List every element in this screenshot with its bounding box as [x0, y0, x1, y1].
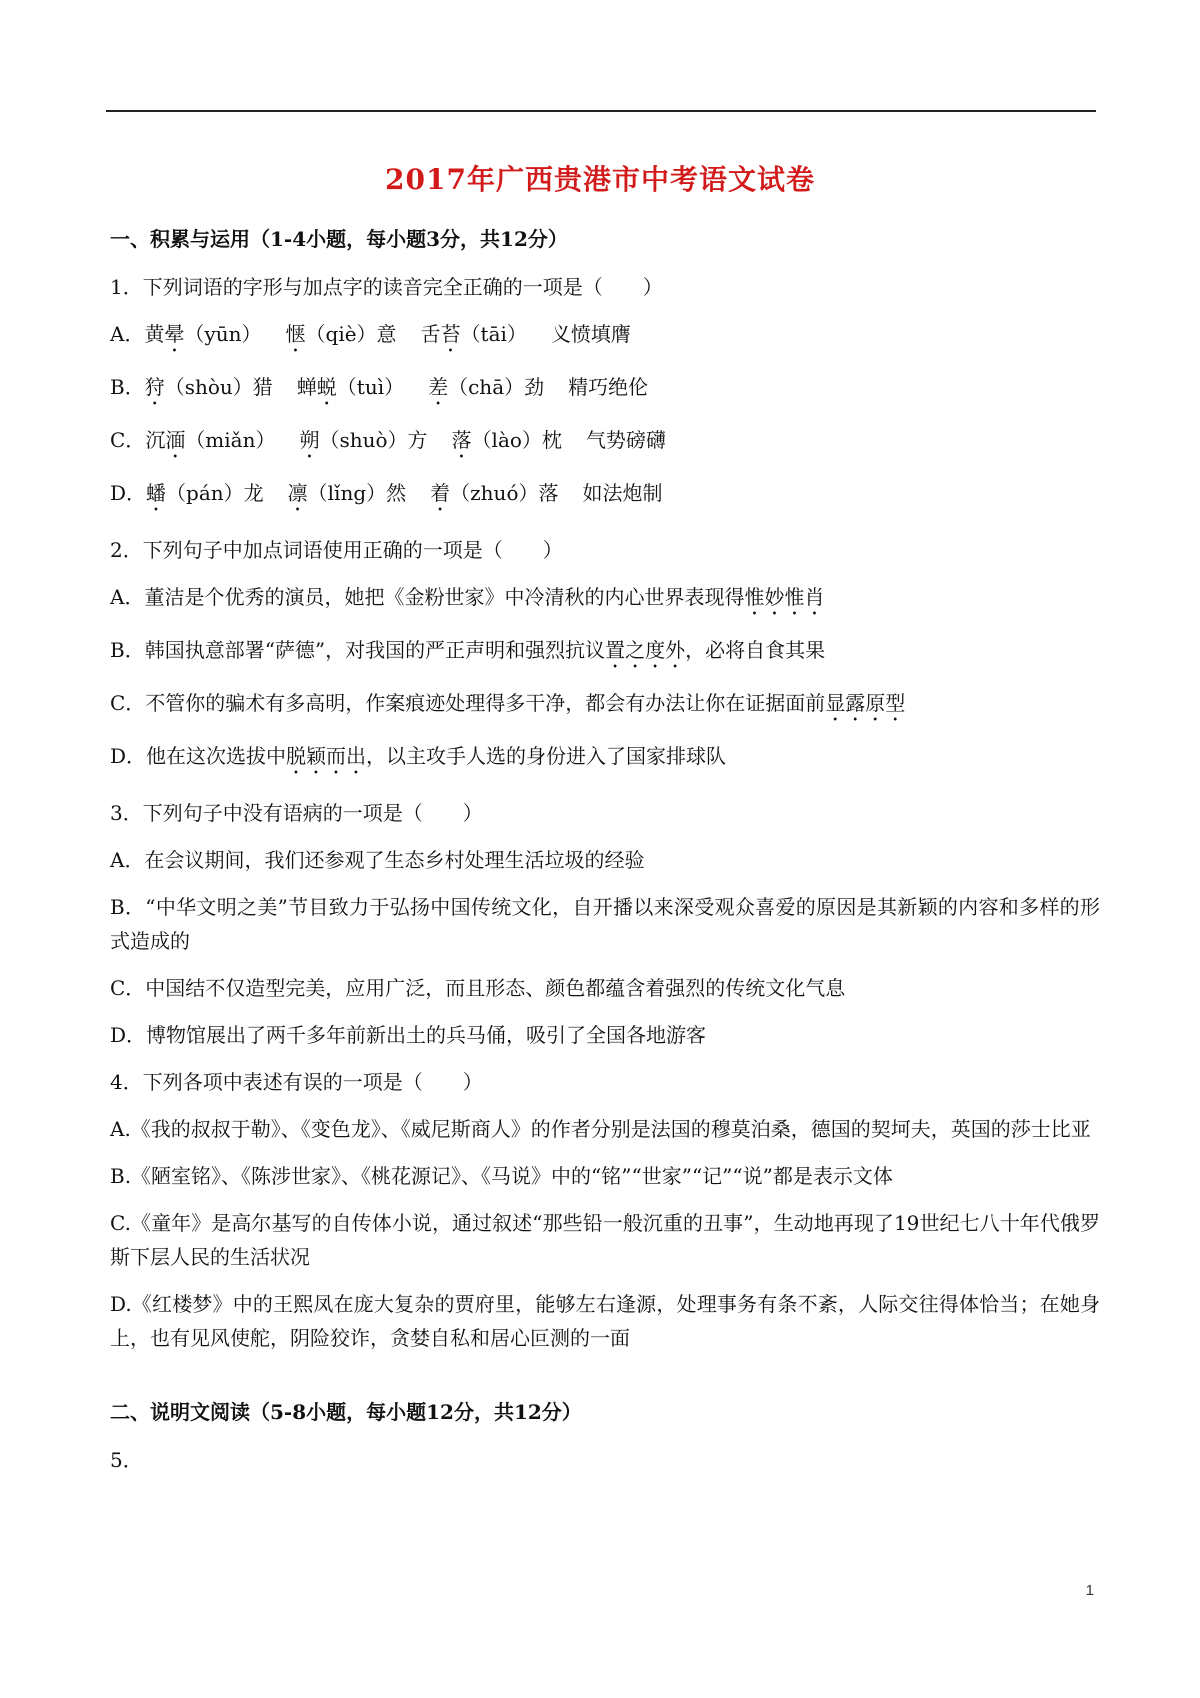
question-1-option [110, 423, 1100, 463]
question-3-option-b: B．“中华文明之美”节目致力于弘扬中国传统文化，自开播以来深受观众喜爱的原因是其新颖的内容和多样的形式造成的 [110, 895, 1100, 953]
dotted-character: 狩 [144, 375, 165, 399]
dotted-phrase: 显露原型 [825, 691, 906, 715]
question-5-stem: 5． [110, 1448, 143, 1472]
word-item [421, 317, 527, 357]
sentence-text: B．韩国执意部署“萨德”，对我国的严正声明和强烈抗议 [110, 638, 606, 662]
dotted-character: 差 [428, 375, 449, 399]
sentence-text: C．不管你的骗术有多高明，作案痕迹处理得多干净，都会有办法让你在证据面前 [110, 691, 826, 715]
dotted-character: 凛 [287, 481, 308, 505]
sentence-text: D．他在这次选拔中 [110, 744, 287, 768]
pinyin-text: （yūn） [184, 322, 262, 346]
dotted-character: 晕 [164, 322, 185, 346]
word-text: 气势磅礴 [585, 428, 666, 452]
header-rule [106, 110, 1096, 112]
pinyin-text: （shòu）猎 [164, 375, 273, 399]
pinyin-text: （lào）枕 [471, 428, 562, 452]
question-1-option [110, 370, 1100, 410]
question-3-option-c: C．中国结不仅造型完美，应用广泛，而且形态、颜色都蕴含着强烈的传统文化气息 [110, 976, 846, 1000]
word-item [568, 370, 648, 404]
word-item [288, 476, 406, 516]
word-text: 黄 [144, 322, 165, 346]
question-3-option-a: A．在会议期间，我们还参观了生态乡村处理生活垃圾的经验 [110, 848, 645, 872]
word-text: 蝉 [296, 375, 317, 399]
question-2-option [110, 580, 1100, 620]
word-item [146, 476, 264, 516]
option-label: C． [110, 428, 146, 452]
exam-content [110, 222, 1100, 1490]
word-item [430, 476, 558, 516]
question-4-option-b: B.《陋室铭》、《陈涉世家》、《桃花源记》、《马说》中的“铭”“世家”“记”“说”都是表示文体 [110, 1164, 893, 1188]
pinyin-text: （miǎn） [185, 428, 276, 452]
question-2-stem: 2．下列句子中加点词语使用正确的一项是（ ） [110, 538, 563, 562]
sentence-text: ，必将自食其果 [685, 638, 826, 662]
pinyin-text: （qiè）意 [305, 322, 397, 346]
word-text: 义愤填膺 [550, 322, 631, 346]
pinyin-text: （tāi） [460, 322, 527, 346]
word-item [428, 370, 544, 410]
dotted-character: 惬 [285, 322, 306, 346]
pinyin-text: （tuì） [336, 375, 405, 399]
word-text: 舌 [420, 322, 441, 346]
question-4-option-a: A.《我的叔叔于勒》、《变色龙》、《威尼斯商人》的作者分别是法国的穆莫泊桑，德国的契坷夫，英国的莎士比亚 [110, 1117, 1091, 1141]
question-4-option-c: C.《童年》是高尔基写的自传体小说，通过叙述“那些铅一般沉重的丑事”，生动地再现了19世纪七八十年代俄罗斯下层人民的生活状况 [110, 1211, 1100, 1269]
word-text: 如法炮制 [582, 481, 663, 505]
pinyin-text: （shuò）方 [319, 428, 428, 452]
question-3-option-d: D．博物馆展出了两千多年前新出土的兵马俑，吸引了全国各地游客 [110, 1023, 707, 1047]
question-1-stem: 1．下列词语的字形与加点字的读音完全正确的一项是（ ） [110, 275, 663, 299]
pinyin-text: （lǐng）然 [307, 481, 407, 505]
question-2-option [110, 739, 1100, 779]
word-item [286, 317, 397, 357]
word-text: 沉 [145, 428, 166, 452]
word-item [586, 423, 666, 457]
pinyin-text: （chā）劲 [448, 375, 545, 399]
dotted-character: 蟠 [146, 481, 167, 505]
word-item [144, 317, 261, 357]
word-item [452, 423, 562, 463]
word-text: 精巧绝伦 [568, 375, 649, 399]
dotted-phrase: 置之度外 [605, 638, 686, 662]
option-label: D． [110, 481, 147, 505]
pinyin-text: （pán）龙 [166, 481, 264, 505]
dotted-phrase: 惟妙惟肖 [744, 585, 825, 609]
question-3-stem: 3．下列句子中没有语病的一项是（ ） [110, 801, 483, 825]
section-heading-2: 二、说明文阅读（5-8小题，每小题12分，共12分） [110, 1400, 582, 1424]
question-2-option [110, 633, 1100, 673]
word-item [145, 370, 273, 410]
question-1-option [110, 476, 1100, 516]
dotted-character: 着 [430, 481, 451, 505]
dotted-character: 苔 [440, 322, 461, 346]
option-label: B． [110, 375, 145, 399]
pinyin-text: （zhuó）落 [450, 481, 559, 505]
word-item [145, 423, 275, 463]
question-2-option [110, 686, 1100, 726]
page-number: 1 [1085, 1582, 1094, 1599]
dotted-character: 蜕 [316, 375, 337, 399]
question-1-option [110, 317, 1100, 357]
dotted-phrase: 脱颖而出 [286, 744, 367, 768]
word-item [551, 317, 631, 351]
section-heading-1: 一、积累与运用（1-4小题，每小题3分，共12分） [110, 227, 568, 251]
question-4-stem: 4．下列各项中表述有误的一项是（ ） [110, 1070, 483, 1094]
exam-title: 2017年广西贵港市中考语文试卷 [385, 163, 815, 196]
sentence-text: A．董洁是个优秀的演员，她把《金粉世家》中冷清秋的内心世界表现得 [110, 585, 745, 609]
dotted-character: 落 [451, 428, 472, 452]
option-label: A． [110, 322, 145, 346]
dotted-character: 湎 [165, 428, 186, 452]
question-4-option-d: D.《红楼梦》中的王熙凤在庞大复杂的贾府里，能够左右逢源，处理事务有条不紊，人际交往得体恰当；在她身上，也有见风使舵，阴险狡诈，贪婪自私和居心叵测的一面 [110, 1292, 1100, 1350]
dotted-character: 朔 [299, 428, 320, 452]
sentence-text: ，以主攻手人选的身份进入了国家排球队 [366, 744, 727, 768]
word-item [582, 476, 662, 510]
word-item [299, 423, 427, 463]
word-item [297, 370, 404, 410]
